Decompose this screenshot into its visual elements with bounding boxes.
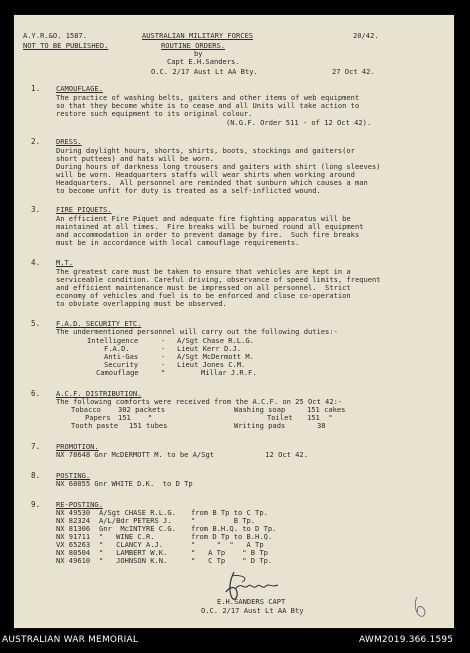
section-number: 4. [31,258,41,267]
text-line: economy of vehicles and fuel is to be enforced and close co-operation [56,291,351,300]
duty-ditto: " [161,368,166,377]
section-title-fire-piquets: FIRE PIQUETS. [56,205,112,214]
text-line: serviceable condition. Careful driving, observance of speed limits, frequent [56,275,381,284]
posting-number: NX 80504 [56,548,91,557]
comfort-item: Tobacco [71,405,101,414]
duty-person: Lieut Jones C.M. [177,360,246,369]
issuer-unit: O.C. 2/17 Aust Lt AA Bty. [151,67,258,76]
duty-dash: - [161,352,166,361]
reference-note: (N.G.F. Order 511 - of 12 Oct 42). [226,118,372,127]
text-line: maintained at all times. Fire breaks will be burned round all equipment [56,222,364,231]
text-line: The greatest care must be taken to ensure that vehicles are kept in a [56,267,351,276]
section-title-acf-distribution: A.C.F. DISTRIBUTION. [56,389,142,398]
section-number: 8. [31,471,41,480]
comfort-qty: 151 tubes [129,421,168,430]
duty-dash: - [161,336,166,345]
section-title-dress: DRESS. [56,137,82,146]
section-number: 5. [31,319,41,328]
section-title-mt: M.T. [56,258,74,267]
posting-move: from D Tp to B.H.Q. [191,532,273,541]
document-page [14,15,454,628]
posting-name: " JOHNSON K.N. [99,556,168,565]
section-title-re-posting: RE-POSTING. [56,500,103,509]
duty-dash: - [161,344,166,353]
section-number: 2. [31,137,41,146]
section-number: 9. [31,500,41,509]
section-title-posting: POSTING. [56,471,91,480]
comfort-qty: 38 [317,421,326,430]
comfort-qty: 151 " [307,413,333,422]
text-line: During hours of darkness long trousers and gaiters with shirt (long sleeves) [56,162,381,171]
orders-title: ROUTINE ORDERS. [161,41,226,50]
by-label: by [194,49,203,58]
section-number: 7. [31,442,41,451]
text-line: During daylight hours, shorts, shirts, boots, stockings and gaiters(or [56,146,355,155]
duty-person: Millar J.R.F. [201,368,257,377]
posting-name: Gnr McINTYRE C.G. [99,524,176,533]
duty-role: F.A.D. [104,344,130,353]
posting-number: NX 82324 [56,516,91,525]
posting-move: from B.H.Q. to D Tp. [191,524,277,533]
text-line: Headquarters. All personnel are reminded that sunburn which causes a man [56,178,368,187]
duty-dash: - [161,360,166,369]
text-line: so that they become white is to cease and all Units will take action to [56,101,360,110]
footer-catalogue-id: AWM2019.366.1595 [359,635,454,645]
posting-move: " " " A Tp [191,540,264,549]
posting-number: NX 91711 [56,532,91,541]
comfort-item: Papers [85,413,111,422]
posting-name: " CLANCY A.J. [99,540,164,549]
not-published-note: NOT TO BE PUBLISHED. [23,41,109,50]
text-line: and efficient maintenance must be impressed on all personnel. Strict [56,283,351,292]
posting-move: " B Tp. [191,516,256,525]
posting-name: " LAMBERT W.K. [99,548,168,557]
duty-role: Intelligence [87,336,139,345]
posting-move: " C Tp " D Tp. [191,556,273,565]
duty-role: Security [104,360,139,369]
section-title-fad-security: F.A.D. SECURITY ETC. [56,319,142,328]
comfort-item: Toilet [267,413,293,422]
text-line: must be in accordance with local camouflage requirements. [56,238,300,247]
posting-name: " WINE C.R. [99,532,155,541]
pencil-mark [412,595,430,619]
section-title-promotion: PROMOTION. [56,442,99,451]
text-line: will be worn. Headquarters staffs will wear shirts when working around [56,170,355,179]
comfort-qty: 302 packets [118,405,165,414]
posting-move: " A Tp " B Tp [191,548,268,557]
posting-number: NX 81306 [56,524,91,533]
comfort-item: Tooth paste [71,421,118,430]
text-line: The following comforts were received from the A.C.F. on 25 Oct 42:- [56,397,343,406]
page-number: 20/42. [353,31,379,40]
posting-number: VX 65263 [56,540,91,549]
text-line: NX 78648 Gnr McDERMOTT M. to be A/Sgt 12 Oct 42. [56,450,308,459]
issuer-name: Capt E.H.Sanders. [167,57,240,66]
comfort-item: Writing pads [234,421,286,430]
comfort-qty: 151 cakes [307,405,346,414]
duty-person: Lieut Kerr D.J. [177,344,242,353]
text-line: and accommodation in order to prevent damage by fire. Such fire breaks [56,230,360,239]
duty-role: Camouflage [96,368,139,377]
text-line: to obviate overlapping must be observed. [56,299,227,308]
section-title-camouflage: CAMOUFLAGE. [56,84,103,93]
duty-person: A/Sgt McDermott M. [177,352,254,361]
text-line: short puttees) and hats will be worn. [56,154,215,163]
posting-name: A/Sgt CHASE R.L.G. [99,508,176,517]
force-title: AUSTRALIAN MILITARY FORCES [142,31,254,40]
section-number: 1. [31,84,41,93]
text-line: The practice of washing belts, gaiters and other items of web equipment [56,93,360,102]
signatory-unit: O.C. 2/17 Aust Lt AA Bty [201,606,304,615]
posting-move: from B Tp to C Tp. [191,508,268,517]
duty-person: A/Sgt Chase R.L.G. [177,336,254,345]
order-date: 27 Oct 42. [332,67,375,76]
section-number: 6. [31,389,41,398]
text-line: to become unfit for duty is treated as a self-inflicted wound. [56,186,321,195]
comfort-item: Washing soap [234,405,286,414]
reference-number: A.Y.R.&O. 1587. [23,31,88,40]
duty-role: Anti-Gas [104,352,139,361]
text-line: The undermentioned personnel will carry out the following duties:- [56,327,338,336]
text-line: An efficient Fire Piquet and adequate fire fighting apparatus will be [56,214,351,223]
posting-number: NX 49610 [56,556,91,565]
signatory-name: E.H.SANDERS CAPT [217,597,286,606]
footer-institution: AUSTRALIAN WAR MEMORIAL [2,635,139,645]
text-line: restore such equipment to its original colour. [56,109,253,118]
comfort-qty: 151 " [118,413,153,422]
posting-name: A/L/Bdr PETERS J. [99,516,172,525]
text-line: NX 68055 Gnr WHITE D.K. to D Tp [56,479,193,488]
section-number: 3. [31,205,41,214]
posting-number: NX 49530 [56,508,91,517]
